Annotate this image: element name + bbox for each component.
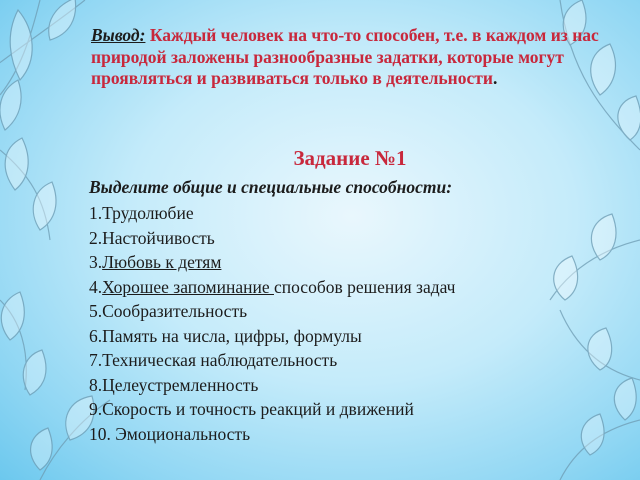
- list-item: [89, 422, 455, 447]
- item-text: Скорость и точность реакций и движений: [102, 399, 414, 419]
- item-text: Сообразительность: [102, 301, 248, 321]
- item-text: Техническая наблюдательность: [102, 350, 338, 370]
- item-text: Эмоциональность: [110, 423, 251, 444]
- item-text-underlined: Любовь к детям: [102, 252, 222, 272]
- list-item: [89, 226, 455, 251]
- list-item: [89, 373, 455, 398]
- list-item: [89, 397, 455, 422]
- list-item: [89, 324, 455, 349]
- task-title: Задание №1: [293, 146, 407, 170]
- item-number: 8.: [89, 374, 103, 395]
- conclusion-body: Каждый человек на что-то способен, т.е. в каждом из нас природой заложены разнообразные задатки, которые могут проявляться и развиваться только в деятельности: [91, 25, 599, 88]
- item-text: Настойчивость: [102, 227, 215, 248]
- item-number: 7.: [89, 350, 103, 370]
- item-text: Целеустремленность: [102, 374, 259, 395]
- item-number: 2.: [89, 227, 103, 248]
- list-item: [89, 250, 455, 275]
- conclusion-text: [91, 25, 631, 90]
- item-text: Память на числа, цифры, формулы: [102, 325, 362, 346]
- item-number: 1.: [89, 203, 103, 223]
- item-text-underlined: Хорошее запоминание: [102, 276, 274, 297]
- conclusion-period: .: [492, 68, 498, 88]
- item-number: 6.: [89, 325, 103, 346]
- list-item: [89, 201, 455, 226]
- list-item: [89, 348, 455, 373]
- item-number: 5.: [89, 301, 103, 321]
- abilities-list: [89, 201, 455, 446]
- item-number: 3.: [89, 252, 103, 272]
- list-item: [89, 275, 455, 300]
- item-text: Трудолюбие: [102, 203, 194, 223]
- task-instruction: Выделите общие и специальные способности:: [89, 177, 453, 197]
- item-text: способов решения задач: [273, 276, 456, 297]
- item-number: 4.: [89, 276, 103, 297]
- list-item: [89, 299, 455, 324]
- item-number: 9.: [89, 399, 103, 419]
- item-number: 10.: [89, 423, 111, 444]
- conclusion-label: Вывод:: [91, 25, 146, 45]
